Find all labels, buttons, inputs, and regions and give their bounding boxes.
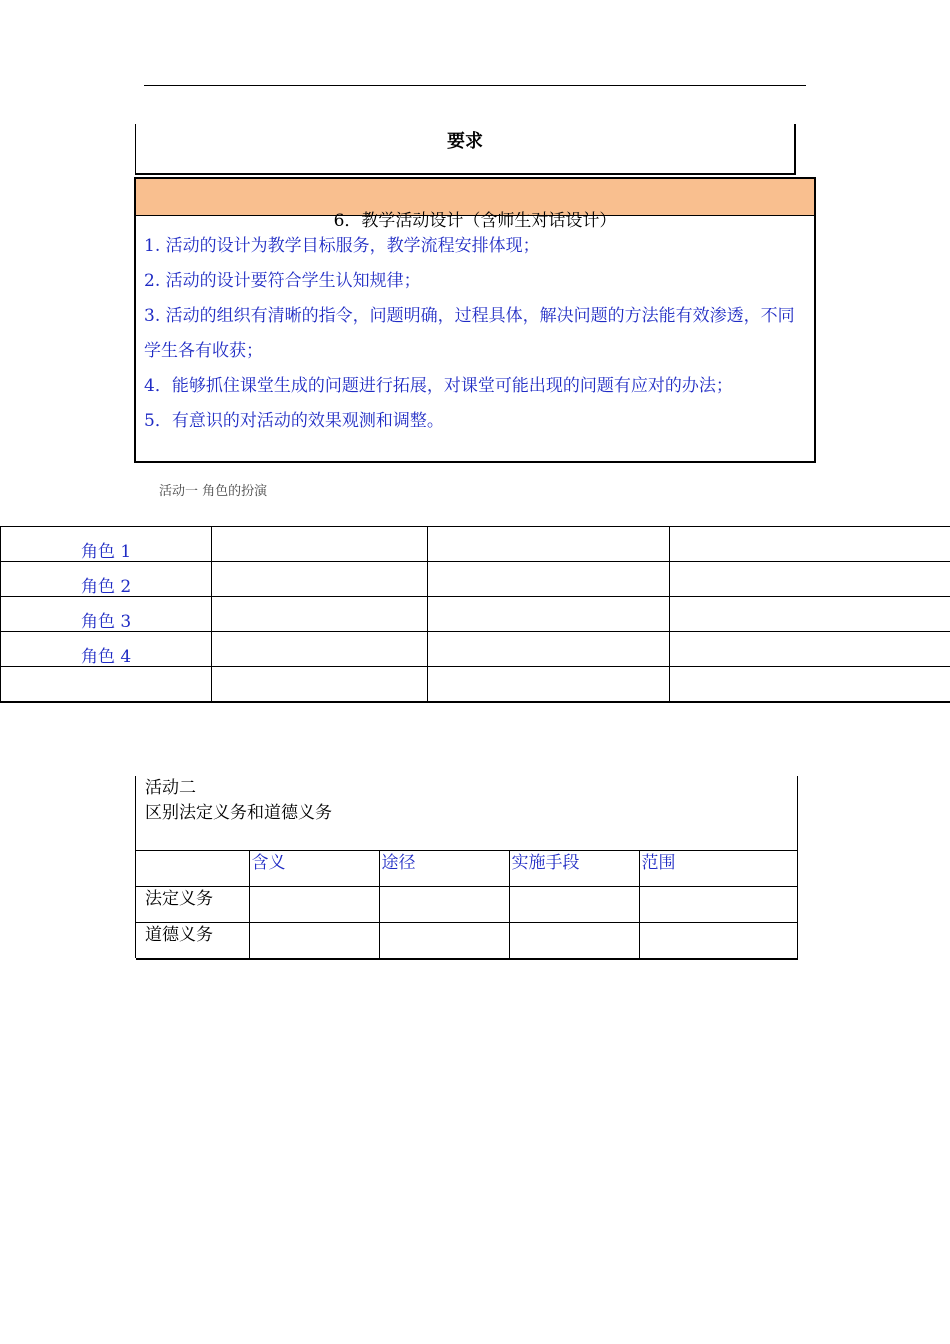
row-header: 法定义务 (136, 887, 249, 923)
role-label: 角色 4 (1, 632, 212, 667)
table-cell (212, 632, 428, 667)
table-cell (639, 923, 798, 959)
criteria-item: 4．能够抓住课堂生成的问题进行拓展，对课堂可能出现的问题有应对的办法； (144, 376, 733, 396)
table-cell (670, 597, 950, 632)
table-row (1, 632, 950, 667)
table-cell (379, 887, 509, 923)
requirement-title: 要求 (447, 131, 483, 152)
table-cell (212, 562, 428, 597)
table-cell (670, 632, 950, 667)
table-cell (249, 923, 379, 959)
table-row (1, 667, 950, 702)
table-cell (670, 667, 950, 702)
table-row (136, 923, 798, 959)
table-header-row (136, 851, 798, 887)
column-header (136, 851, 249, 887)
table-row (1, 597, 950, 632)
table-cell (509, 887, 639, 923)
table-cell (212, 527, 428, 562)
table-cell (428, 527, 670, 562)
table-row (136, 887, 798, 923)
criteria-item: 3. 活动的组织有清晰的指令，问题明确，过程具体，解决问题的方法能有效渗透，不同学生各有收获； (144, 306, 795, 361)
column-header: 途径 (379, 851, 509, 887)
activity1-caption: 活动一 角色的扮演 (159, 484, 268, 499)
table-cell (428, 632, 670, 667)
requirement-box (135, 124, 796, 175)
table-cell (212, 597, 428, 632)
table-cell (428, 597, 670, 632)
column-header: 范围 (639, 851, 798, 887)
activity-design-heading-text: 6．教学活动设计（含师生对话设计） (333, 211, 617, 231)
criteria-item: 1. 活动的设计为教学目标服务，教学流程安排体现； (144, 236, 540, 256)
table-cell (212, 667, 428, 702)
column-header: 实施手段 (509, 851, 639, 887)
activity-design-box (134, 177, 816, 463)
activity-design-heading (136, 179, 814, 231)
table-cell (509, 923, 639, 959)
activity2-title (145, 776, 332, 826)
role-label: 角色 1 (1, 527, 212, 562)
activity2-box (135, 776, 798, 958)
table-row (1, 562, 950, 597)
role-label (1, 667, 212, 702)
activity2-title-line2: 区别法定义务和道德义务 (145, 803, 332, 823)
criteria-item: 2. 活动的设计要符合学生认知规律； (144, 271, 421, 291)
table-cell (639, 887, 798, 923)
activity2-title-line1: 活动二 (145, 778, 196, 798)
table-cell (249, 887, 379, 923)
criteria-item: 5．有意识的对活动的效果观测和调整。 (144, 411, 444, 431)
table-row (1, 527, 950, 562)
roles-table (0, 526, 950, 703)
duty-comparison-table (136, 850, 798, 960)
table-cell (670, 527, 950, 562)
table-cell (428, 562, 670, 597)
role-label: 角色 3 (1, 597, 212, 632)
table-cell (670, 562, 950, 597)
design-criteria-list (136, 216, 814, 439)
table-cell (428, 667, 670, 702)
role-label: 角色 2 (1, 562, 212, 597)
header-rule (144, 85, 806, 86)
column-header: 含义 (249, 851, 379, 887)
row-header: 道德义务 (136, 923, 249, 959)
table-cell (379, 923, 509, 959)
